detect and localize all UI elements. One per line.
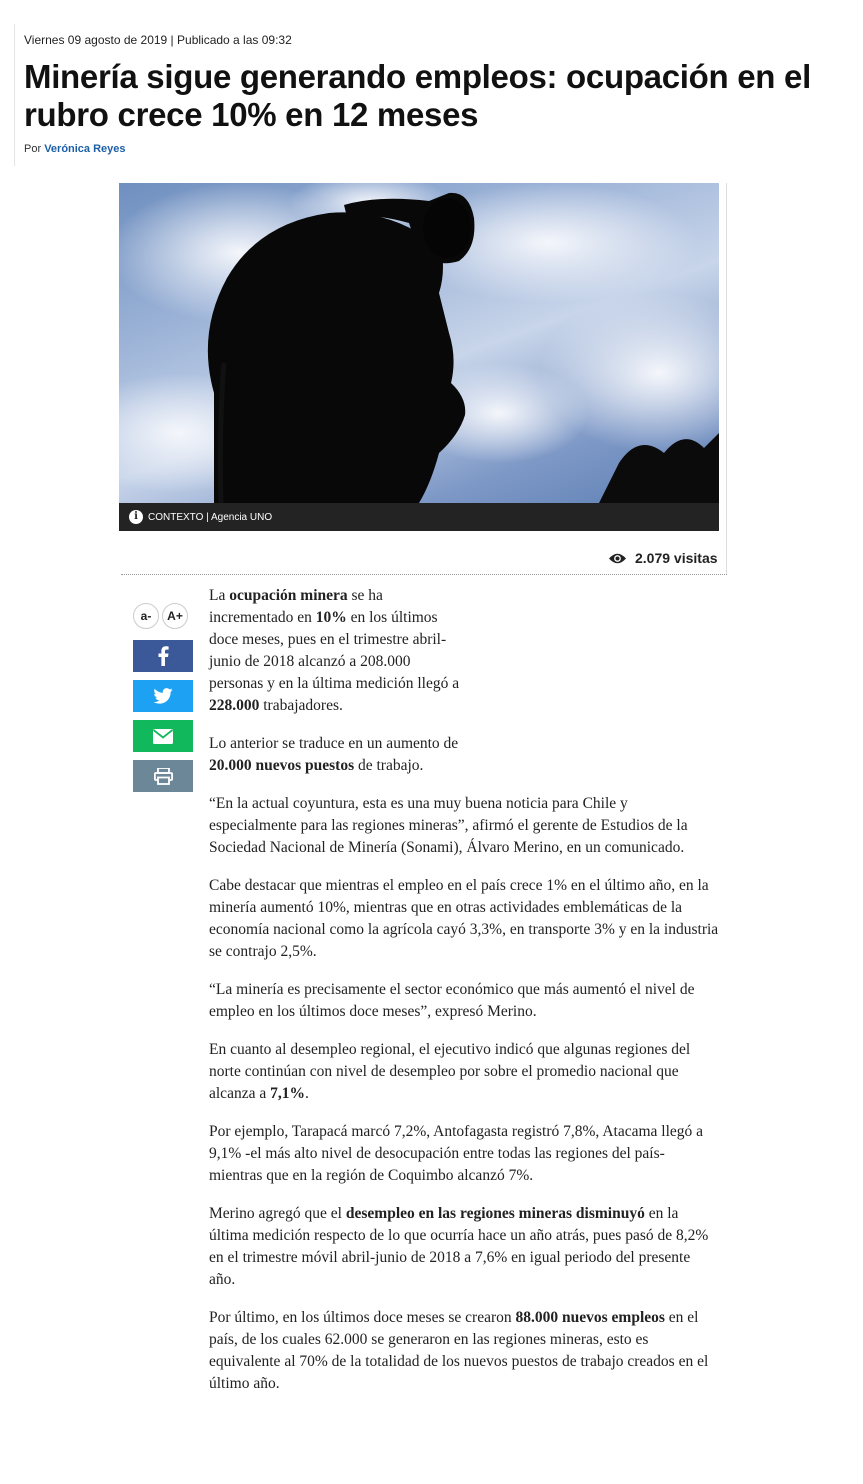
article-paragraph: Lo anterior se traduce en un aumento de 20.000 nuevos puestos de trabajo. [209,735,459,774]
header-divider [14,24,15,166]
article-paragraph: Cabe destacar que mientras el empleo en el país crece 1% en el último año, en la minería aumentó 10%, mientras que en otras actividades emblemáticas de la economía nacional como la agrícola cayó 3,3%, en transporte 3% y en la industria se contrajo 2,5%. [209,877,719,960]
article-paragraph: Merino agregó que el desempleo en las regiones mineras disminuyó en la última medición respecto de lo que ocurría hace un año atrás, pues pasó de 8,2% en el trimestre móvil abril-junio de 2018 a 7,6% en igual periodo del presente año. [209,1205,709,1288]
divider [121,574,727,575]
printer-icon [154,768,173,785]
twitter-icon [153,688,173,704]
miner-silhouette-photo [119,183,719,503]
share-twitter-button[interactable] [133,680,193,712]
article-paragraph: Por último, en los últimos doce meses se crearon 88.000 nuevos empleos en el país, de los cuales 62.000 se generaron en las regiones mineras, esto es equivalente al 70% de la totalidad de los nuevos puestos de trabajo creados en el último año. [209,1309,709,1392]
article-paragraph: “La minería es precisamente el sector económico que más aumentó el nivel de empleo en los últimos doce meses”, expresó Merino. [209,981,695,1020]
article-paragraph: “En la actual coyuntura, esta es una muy buena noticia para Chile y especialmente para las regiones mineras”, afirmó el gerente de Estudios de la Sociedad Nacional de Minería (Sonami), Álvaro Merino, en un comunicado. [209,795,688,856]
photo-illustration [119,183,719,503]
visit-count: 2.079 visitas [635,550,718,566]
article-paragraph: Por ejemplo, Tarapacá marcó 7,2%, Antofagasta registró 7,8%, Atacama llegó a 9,1% -el más alto nivel de desocupación entre todas las regiones del país- mientras que en la región de Coquimbo alcanzó 7%. [209,1123,704,1184]
article-headline: Minería sigue generando empleos: ocupación en el rubro crece 10% en 12 meses [24,58,811,133]
photo-caption-bar [119,503,719,531]
envelope-icon [153,729,173,744]
eye-icon [608,552,627,565]
article-paragraph: La ocupación minera se ha incrementado en 10% en los últimos doce meses, pues en el trimestre abril-junio de 2018 alcanzó a 208.000 personas y en la última medición llegó a 228.000 trabajadores. [209,587,460,714]
facebook-icon [158,646,169,666]
info-icon[interactable]: i [129,510,143,524]
byline-prefix: Por [24,143,45,155]
author-link[interactable]: Verónica Reyes [44,143,126,155]
article-byline [24,143,126,155]
font-increase-button[interactable]: A+ [162,603,188,629]
share-facebook-button[interactable] [133,640,193,672]
share-email-button[interactable] [133,720,193,752]
print-button[interactable] [133,760,193,792]
article-dateline: Viernes 09 agosto de 2019 | Publicado a las 09:32 [24,33,292,47]
figure-border [726,183,727,575]
font-decrease-button[interactable]: a- [133,603,159,629]
photo-caption: CONTEXTO | Agencia UNO [148,511,273,523]
visit-counter [608,550,718,566]
article-figure [119,183,719,531]
article-paragraph: En cuanto al desempleo regional, el ejecutivo indicó que algunas regiones del norte continúan con nivel de desempleo por sobre el promedio nacional que alcanza a 7,1%. [209,1041,691,1102]
article-body [209,585,719,1411]
